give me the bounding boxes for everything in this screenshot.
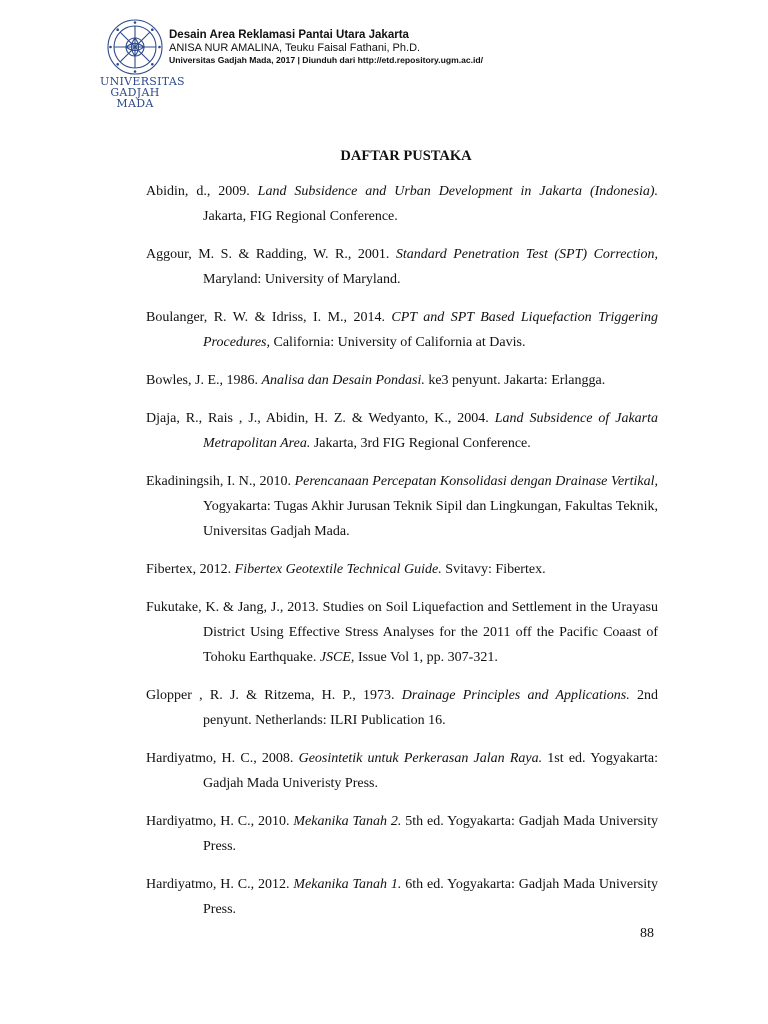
reference-publication: Jakarta, FIG Regional Conference.: [203, 209, 398, 224]
reference-entry: [146, 179, 658, 229]
reference-title: Mekanika Tanah 2.: [293, 814, 402, 829]
bibliography: [146, 146, 658, 935]
reference-entry: [146, 406, 658, 456]
bibliography-heading: DAFTAR PUSTAKA: [340, 148, 472, 164]
reference-publication: California: University of California at Davis.: [270, 335, 526, 350]
reference-entry: [146, 557, 658, 582]
reference-authors: Aggour, M. S. & Radding, W. R., 2001.: [146, 247, 396, 262]
reference-publication: Yogyakarta: Tugas Akhir Jurusan Teknik Sipil dan Lingkungan, Fakultas Teknik, Universitas Gadjah Mada.: [203, 499, 658, 539]
document-authors: ANISA NUR AMALINA, Teuku Faisal Fathani, Ph.D.: [169, 42, 421, 54]
reference-publication: 5th ed. Yogyakarta: Gadjah Mada University Press.: [203, 814, 658, 854]
reference-title: Standard Penetration Test (SPT) Correction,: [395, 247, 658, 262]
reference-title: Geosintetik untuk Perkerasan Jalan Raya.: [298, 751, 543, 766]
header-text: [169, 29, 483, 66]
university-logo: [100, 18, 185, 110]
reference-title: Drainage Principles and Applications.: [401, 688, 630, 703]
reference-title: Mekanika Tanah 1.: [293, 877, 402, 892]
reference-authors: Djaja, R., Rais , J., Abidin, H. Z. & Wedyanto, K., 2004.: [146, 411, 495, 426]
document-title: Desain Area Reklamasi Pantai Utara Jakarta: [169, 29, 409, 41]
ugm-seal-icon: [106, 18, 164, 76]
reference-authors: Hardiyatmo, H. C., 2010.: [146, 814, 294, 829]
reference-publication: 2nd penyunt. Netherlands: ILRI Publication 16.: [203, 688, 659, 728]
reference-authors: Hardiyatmo, H. C., 2012.: [146, 877, 294, 892]
reference-publication: Jakarta, 3rd FIG Regional Conference.: [310, 436, 531, 451]
reference-authors: Bowles, J. E., 1986.: [146, 373, 262, 388]
reference-title: Analisa dan Desain Pondasi.: [261, 373, 425, 388]
reference-publication: Issue Vol 1, pp. 307-321.: [354, 650, 498, 665]
reference-publication: Maryland: University of Maryland.: [203, 272, 401, 287]
reference-entry: [146, 305, 658, 355]
reference-title: Perencanaan Percepatan Konsolidasi dengan Drainase Vertikal,: [294, 474, 659, 489]
reference-title: Land Subsidence of Jakarta Metrapolitan Area.: [203, 411, 658, 451]
logo-line1: UNIVERSITAS: [100, 75, 185, 88]
reference-entry: [146, 809, 658, 859]
document-source: Universitas Gadjah Mada, 2017 | Diunduh dari http://etd.repository.ugm.ac.id/: [169, 55, 484, 65]
reference-authors: Fukutake, K. & Jang, J., 2013. Studies on Soil Liquefaction and Settlement in the Urayasu District Using Effective Stress Analyses for the 2011 off the Pacific Coaast of Tohoku Earthquake.: [146, 600, 658, 665]
reference-entry: [146, 872, 658, 922]
reference-authors: Glopper , R. J. & Ritzema, H. P., 1973.: [146, 688, 402, 703]
reference-entry: [146, 242, 658, 292]
reference-entry: [146, 595, 658, 670]
reference-entry: [146, 683, 658, 733]
reference-title: Fibertex Geotextile Technical Guide.: [234, 562, 442, 577]
reference-authors: Boulanger, R. W. & Idriss, I. M., 2014.: [146, 310, 392, 325]
reference-list: [146, 179, 658, 922]
reference-title: Land Subsidence and Urban Development in Jakarta (Indonesia).: [257, 184, 659, 199]
logo-line2: GADJAH MADA: [110, 86, 160, 110]
reference-authors: Fibertex, 2012.: [146, 562, 235, 577]
reference-entry: [146, 469, 658, 544]
reference-publication: 6th ed. Yogyakarta: Gadjah Mada University Press.: [203, 877, 658, 917]
reference-authors: Abidin, d., 2009.: [146, 184, 258, 199]
reference-authors: Ekadiningsih, I. N., 2010.: [146, 474, 295, 489]
reference-entry: [146, 368, 658, 393]
reference-title: JSCE,: [319, 650, 355, 665]
reference-entry: [146, 746, 658, 796]
reference-authors: Hardiyatmo, H. C., 2008.: [146, 751, 299, 766]
reference-title: CPT and SPT Based Liquefaction Triggering Procedures,: [203, 310, 658, 350]
page-header: [0, 0, 768, 110]
reference-publication: 1st ed. Yogyakarta: Gadjah Mada Univeristy Press.: [203, 751, 658, 791]
page-number: 88: [640, 926, 654, 941]
reference-publication: Svitavy: Fibertex.: [441, 562, 546, 577]
reference-publication: ke3 penyunt. Jakarta: Erlangga.: [424, 373, 606, 388]
